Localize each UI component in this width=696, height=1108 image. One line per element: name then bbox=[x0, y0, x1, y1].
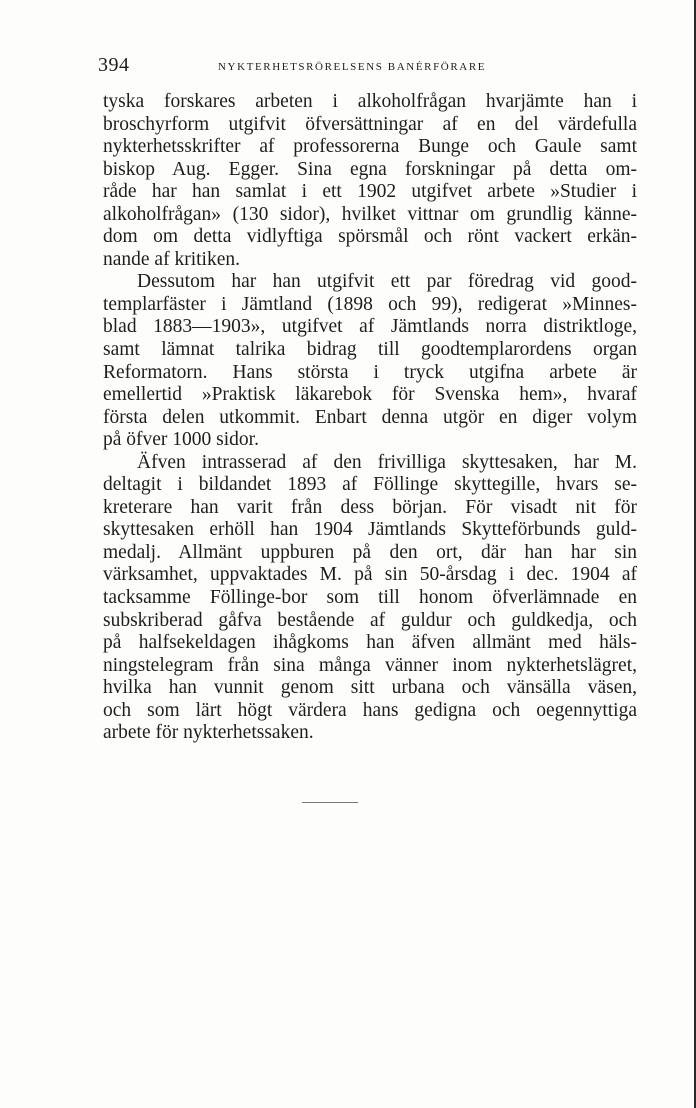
text-line: samt lämnat talrika bidrag till goodtemplarordens organ bbox=[103, 339, 637, 361]
text-line: hvilka han vunnit genom sitt urbana och vänsälla väsen, bbox=[103, 677, 637, 699]
text-line: blad 1883—1903», utgifvet af Jämtlands norra distriktloge, bbox=[103, 316, 637, 338]
text-line: tacksamme Föllinge-bor som till honom öfverlämnade en bbox=[103, 587, 637, 609]
page-number: 394 bbox=[98, 54, 130, 76]
text-line: på halfsekeldagen ihågkoms han äfven allmänt med häls- bbox=[103, 632, 637, 654]
end-divider bbox=[302, 802, 358, 803]
text-line: arbete för nykterhetssaken. bbox=[103, 722, 314, 744]
text-line: biskop Aug. Egger. Sina egna forskningar på detta om- bbox=[103, 158, 637, 180]
text-line: råde har han samlat i ett 1902 utgifvet arbete »Studier i bbox=[103, 181, 637, 203]
page-header bbox=[98, 54, 638, 78]
text-line: Dessutom har han utgifvit ett par föredrag vid good- bbox=[137, 271, 637, 293]
text-line: tyska forskares arbeten i alkoholfrågan hvarjämte han i bbox=[103, 91, 637, 112]
text-line: emellertid »Praktisk läkarebok för Svenska hem», hvaraf bbox=[103, 384, 637, 406]
text-line: värksamhet, uppvaktades M. på sin 50-årsdag i dec. 1904 af bbox=[103, 564, 637, 586]
text-line: nykterhetsskrifter af professorerna Bunge och Gaule samt bbox=[103, 136, 637, 158]
text-line: Äfven intrasserad af den frivilliga skyttesaken, har M. bbox=[137, 451, 637, 473]
text-line: skyttesaken erhöll han 1904 Jämtlands Skytteförbunds guld- bbox=[103, 519, 637, 541]
text-line: kreterare han varit från dess början. För visadt nit för bbox=[103, 496, 637, 518]
running-head: NYKTERHETSRÖRELSENS BANÉRFÖRARE bbox=[218, 61, 487, 73]
paragraph bbox=[103, 271, 637, 451]
text-line: templarfäster i Jämtland (1898 och 99), redigerat »Minnes- bbox=[103, 293, 637, 315]
text-line: Reformatorn. Hans största i tryck utgifna arbete är bbox=[103, 361, 637, 383]
text-line: ningstelegram från sina många vänner inom nykterhetslägret, bbox=[103, 654, 637, 676]
paragraph bbox=[103, 91, 637, 271]
text-line: första delen utkommit. Enbart denna utgör en diger volym bbox=[103, 406, 637, 428]
text-line: subskriberad gåfva bestående af guldur och guldkedja, och bbox=[103, 609, 637, 631]
paragraph bbox=[103, 452, 637, 745]
text-line: dom om detta vidlyftiga spörsmål och rönt vackert erkän- bbox=[103, 226, 637, 248]
text-line: alkoholfrågan» (130 sidor), hvilket vittnar om grundlig känne- bbox=[103, 203, 637, 225]
text-line: och som lärt högt värdera hans gedigna och oegennyttiga bbox=[103, 699, 637, 721]
text-line: broschyrform utgifvit öfversättningar af en del värdefulla bbox=[103, 113, 637, 135]
body-text bbox=[103, 91, 637, 745]
text-line: medalj. Allmänt uppburen på den ort, där han har sin bbox=[103, 541, 637, 563]
text-line: nande af kritiken. bbox=[103, 248, 240, 270]
text-line: på öfver 1000 sidor. bbox=[103, 429, 259, 451]
text-line: deltagit i bildandet 1893 af Föllinge skyttegille, hvars se- bbox=[103, 474, 637, 496]
